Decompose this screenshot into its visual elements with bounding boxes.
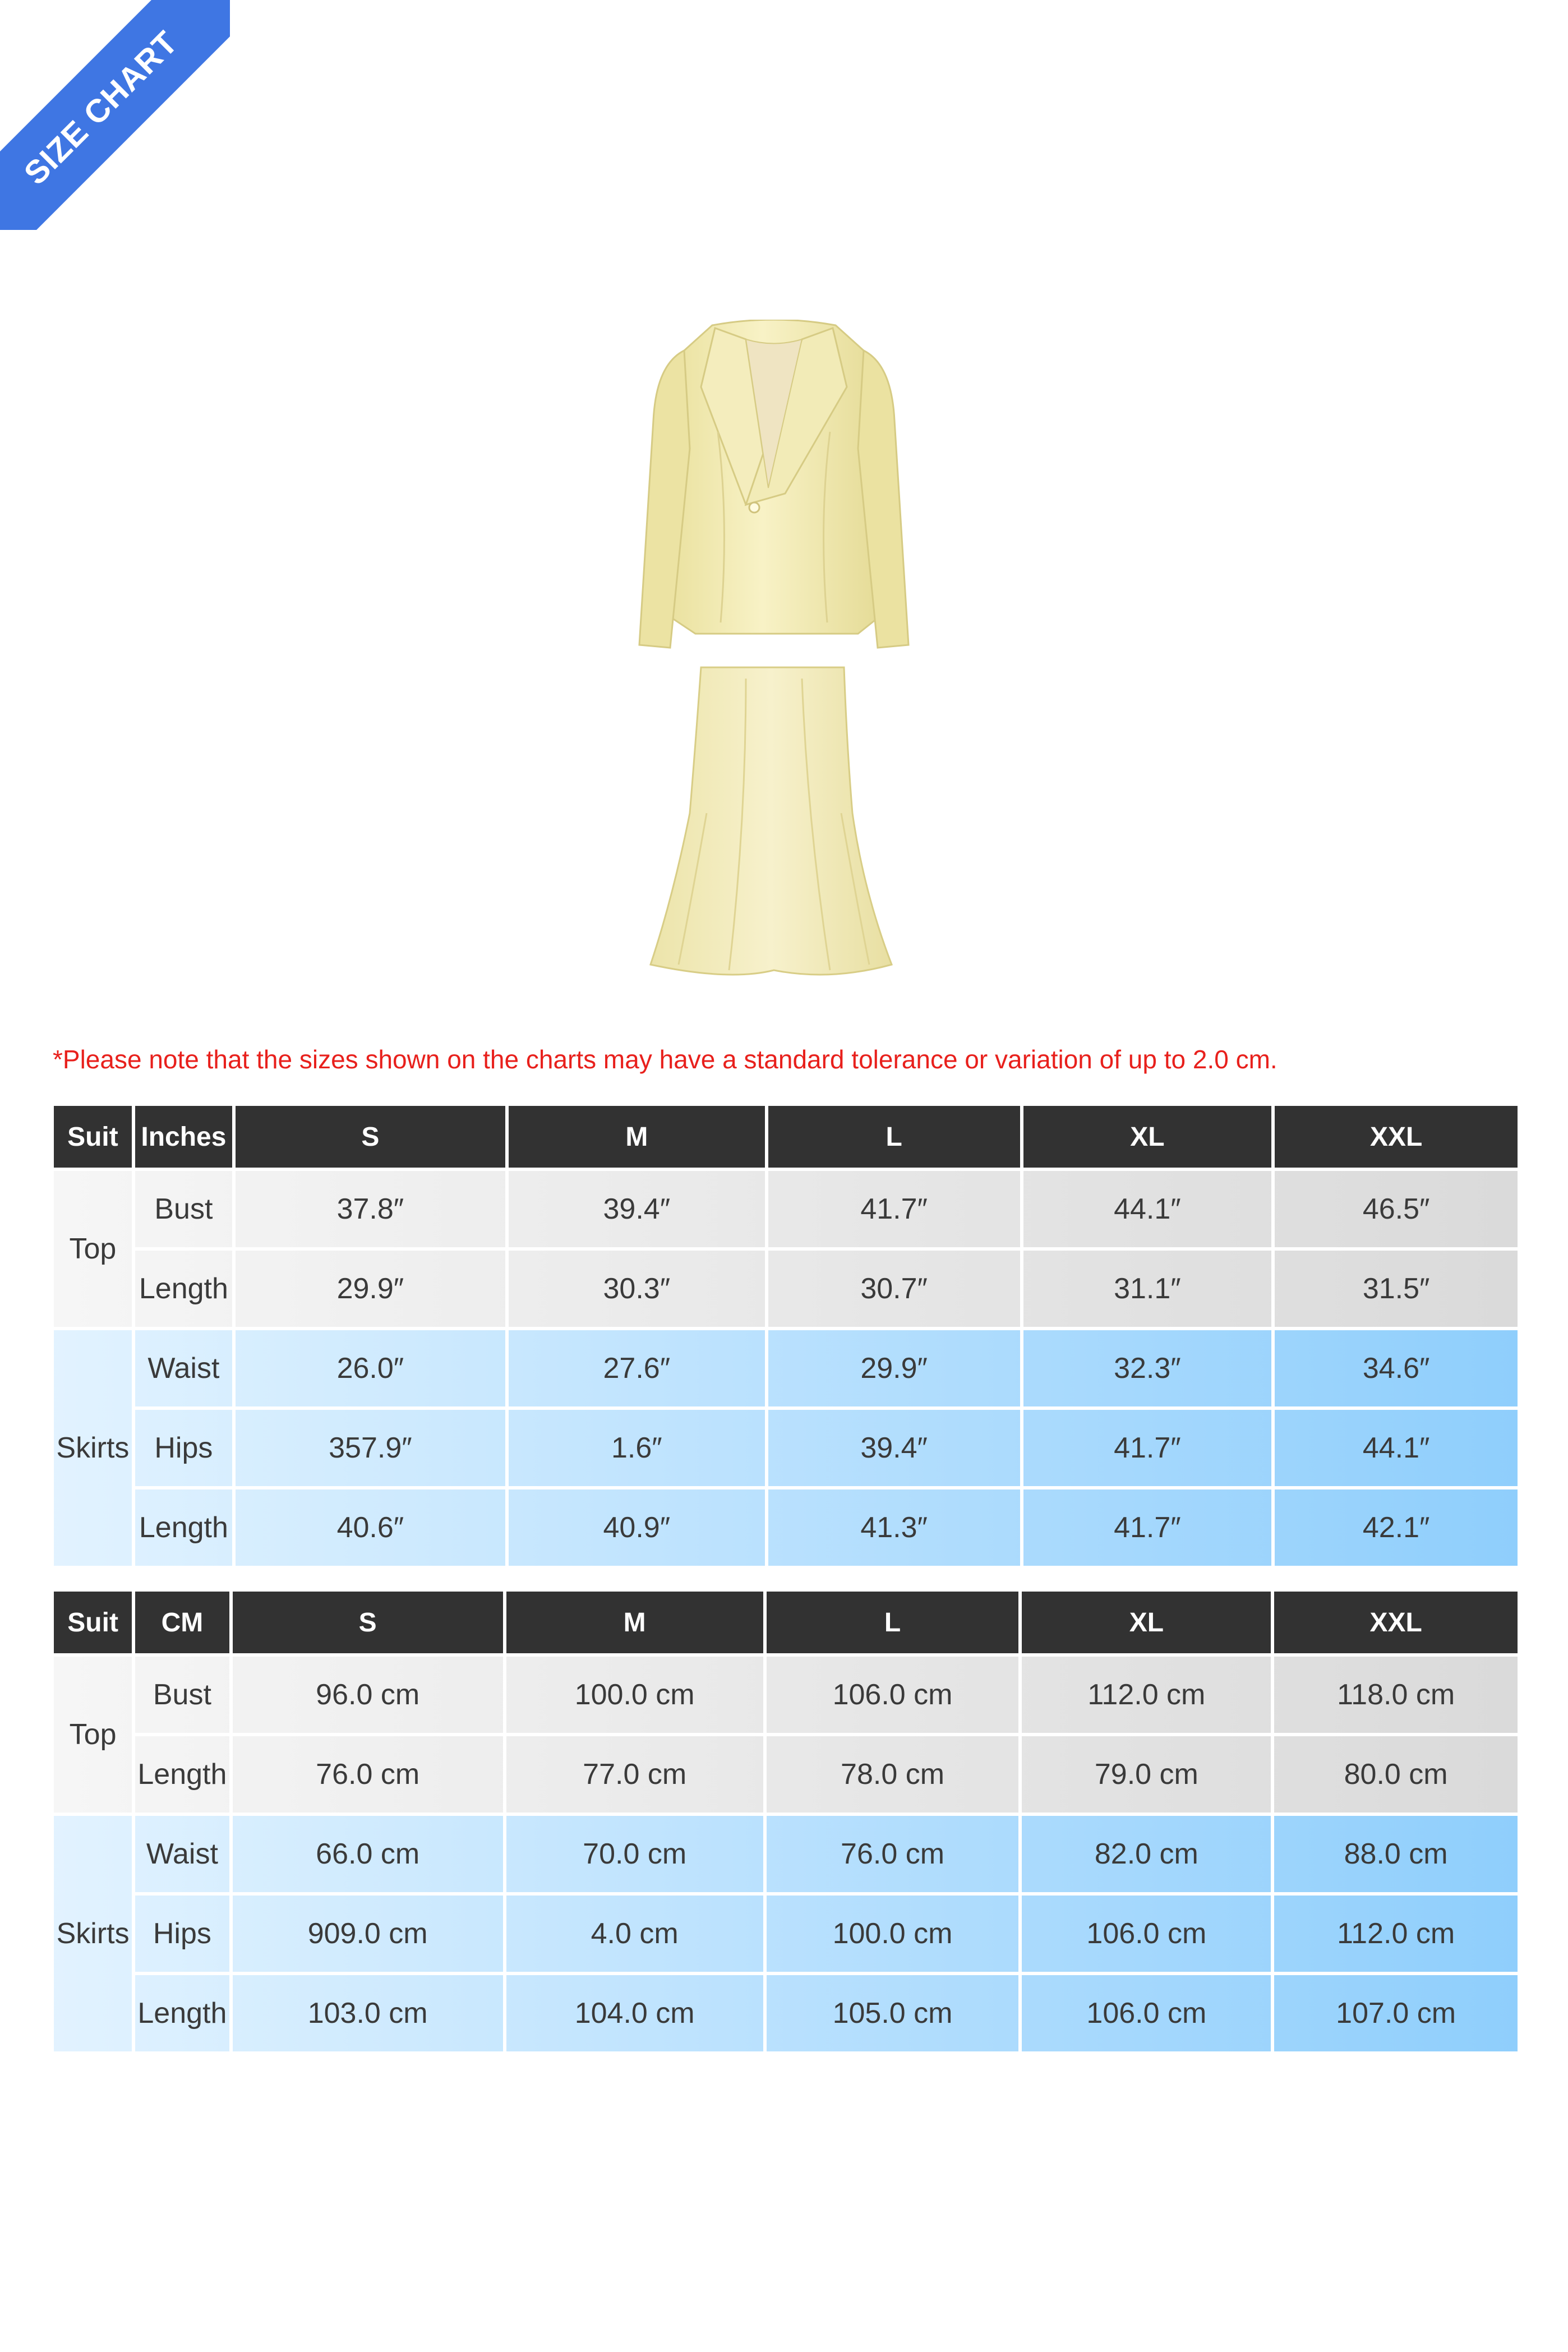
table-header-row — [54, 1592, 1518, 1653]
table-cell: 41.7″ — [1023, 1410, 1272, 1486]
tolerance-note: *Please note that the sizes shown on the charts may have a standard tolerance or variation of up to 2.0 cm. — [53, 1045, 1278, 1074]
table-cell: 357.9″ — [236, 1410, 505, 1486]
measure-label: Length — [135, 1975, 229, 2051]
header-cell: Suit — [54, 1592, 132, 1653]
measure-label: Hips — [135, 1410, 232, 1486]
measure-label: Length — [135, 1736, 229, 1813]
table-cell: 40.6″ — [236, 1489, 505, 1566]
measure-label: Bust — [135, 1657, 229, 1733]
table-cell: 77.0 cm — [506, 1736, 763, 1813]
table-cell: 118.0 cm — [1274, 1657, 1518, 1733]
header-cell: XL — [1022, 1592, 1271, 1653]
table-cell: 39.4″ — [768, 1410, 1020, 1486]
header-cell: S — [233, 1592, 503, 1653]
header-cell: XXL — [1274, 1592, 1518, 1653]
table-cell: 34.6″ — [1275, 1330, 1518, 1406]
table-cell: 82.0 cm — [1022, 1816, 1271, 1892]
table-row — [54, 1736, 1518, 1813]
header-cell: L — [767, 1592, 1019, 1653]
table-cell: 4.0 cm — [506, 1896, 763, 1972]
header-cell: XL — [1023, 1106, 1272, 1168]
table-cell: 76.0 cm — [233, 1736, 503, 1813]
measure-label: Waist — [135, 1330, 232, 1406]
table-row — [54, 1816, 1518, 1892]
table-row — [54, 1896, 1518, 1972]
size-chart-banner — [0, 0, 230, 230]
group-label-skirts: Skirts — [54, 1816, 132, 2051]
table-header-row — [54, 1106, 1518, 1168]
table-cell: 44.1″ — [1275, 1410, 1518, 1486]
table-cell: 37.8″ — [236, 1171, 505, 1247]
size-chart-banner-label: SIZE CHART — [0, 0, 230, 230]
table-cell: 41.3″ — [768, 1489, 1020, 1566]
table-cell: 106.0 cm — [767, 1657, 1019, 1733]
measure-label: Length — [135, 1251, 232, 1327]
inches-size-table — [50, 1103, 1521, 1569]
table-row — [54, 1330, 1518, 1406]
table-cell: 31.1″ — [1023, 1251, 1272, 1327]
header-cell: XXL — [1275, 1106, 1518, 1168]
header-cell: Inches — [135, 1106, 232, 1168]
table-cell: 112.0 cm — [1274, 1896, 1518, 1972]
table-cell: 66.0 cm — [233, 1816, 503, 1892]
table-cell: 112.0 cm — [1022, 1657, 1271, 1733]
table-cell: 103.0 cm — [233, 1975, 503, 2051]
table-cell: 79.0 cm — [1022, 1736, 1271, 1813]
table-row — [54, 1410, 1518, 1486]
table-cell: 100.0 cm — [767, 1896, 1019, 1972]
table-cell: 107.0 cm — [1274, 1975, 1518, 2051]
product-image-yellow-blazer-skirt-suit — [617, 320, 931, 987]
table-row — [54, 1171, 1518, 1247]
measure-label: Length — [135, 1489, 232, 1566]
table-row — [54, 1251, 1518, 1327]
measure-label: Hips — [135, 1896, 229, 1972]
table-cell: 27.6″ — [509, 1330, 765, 1406]
header-cell: L — [768, 1106, 1020, 1168]
table-row — [54, 1975, 1518, 2051]
table-cell: 29.9″ — [236, 1251, 505, 1327]
table-cell: 40.9″ — [509, 1489, 765, 1566]
table-cell: 80.0 cm — [1274, 1736, 1518, 1813]
header-cell: Suit — [54, 1106, 132, 1168]
table-cell: 76.0 cm — [767, 1816, 1019, 1892]
table-cell: 96.0 cm — [233, 1657, 503, 1733]
table-cell: 26.0″ — [236, 1330, 505, 1406]
table-cell: 104.0 cm — [506, 1975, 763, 2051]
table-cell: 41.7″ — [1023, 1489, 1272, 1566]
header-cell: CM — [135, 1592, 229, 1653]
table-cell: 100.0 cm — [506, 1657, 763, 1733]
table-cell: 46.5″ — [1275, 1171, 1518, 1247]
table-cell: 88.0 cm — [1274, 1816, 1518, 1892]
table-cell: 32.3″ — [1023, 1330, 1272, 1406]
table-cell: 41.7″ — [768, 1171, 1020, 1247]
table-cell: 30.3″ — [509, 1251, 765, 1327]
table-row — [54, 1657, 1518, 1733]
measure-label: Bust — [135, 1171, 232, 1247]
table-cell: 106.0 cm — [1022, 1896, 1271, 1972]
group-label-top: Top — [54, 1171, 132, 1327]
table-cell: 1.6″ — [509, 1410, 765, 1486]
group-label-skirts: Skirts — [54, 1330, 132, 1566]
table-cell: 39.4″ — [509, 1171, 765, 1247]
table-row — [54, 1489, 1518, 1566]
table-cell: 31.5″ — [1275, 1251, 1518, 1327]
table-cell: 42.1″ — [1275, 1489, 1518, 1566]
table-cell: 29.9″ — [768, 1330, 1020, 1406]
group-label-top: Top — [54, 1657, 132, 1813]
header-cell: M — [506, 1592, 763, 1653]
table-cell: 30.7″ — [768, 1251, 1020, 1327]
table-cell: 105.0 cm — [767, 1975, 1019, 2051]
header-cell: M — [509, 1106, 765, 1168]
table-cell: 106.0 cm — [1022, 1975, 1271, 2051]
table-cell: 44.1″ — [1023, 1171, 1272, 1247]
table-cell: 78.0 cm — [767, 1736, 1019, 1813]
measure-label: Waist — [135, 1816, 229, 1892]
cm-size-table — [50, 1588, 1521, 2055]
header-cell: S — [236, 1106, 505, 1168]
table-cell: 70.0 cm — [506, 1816, 763, 1892]
table-cell: 909.0 cm — [233, 1896, 503, 1972]
